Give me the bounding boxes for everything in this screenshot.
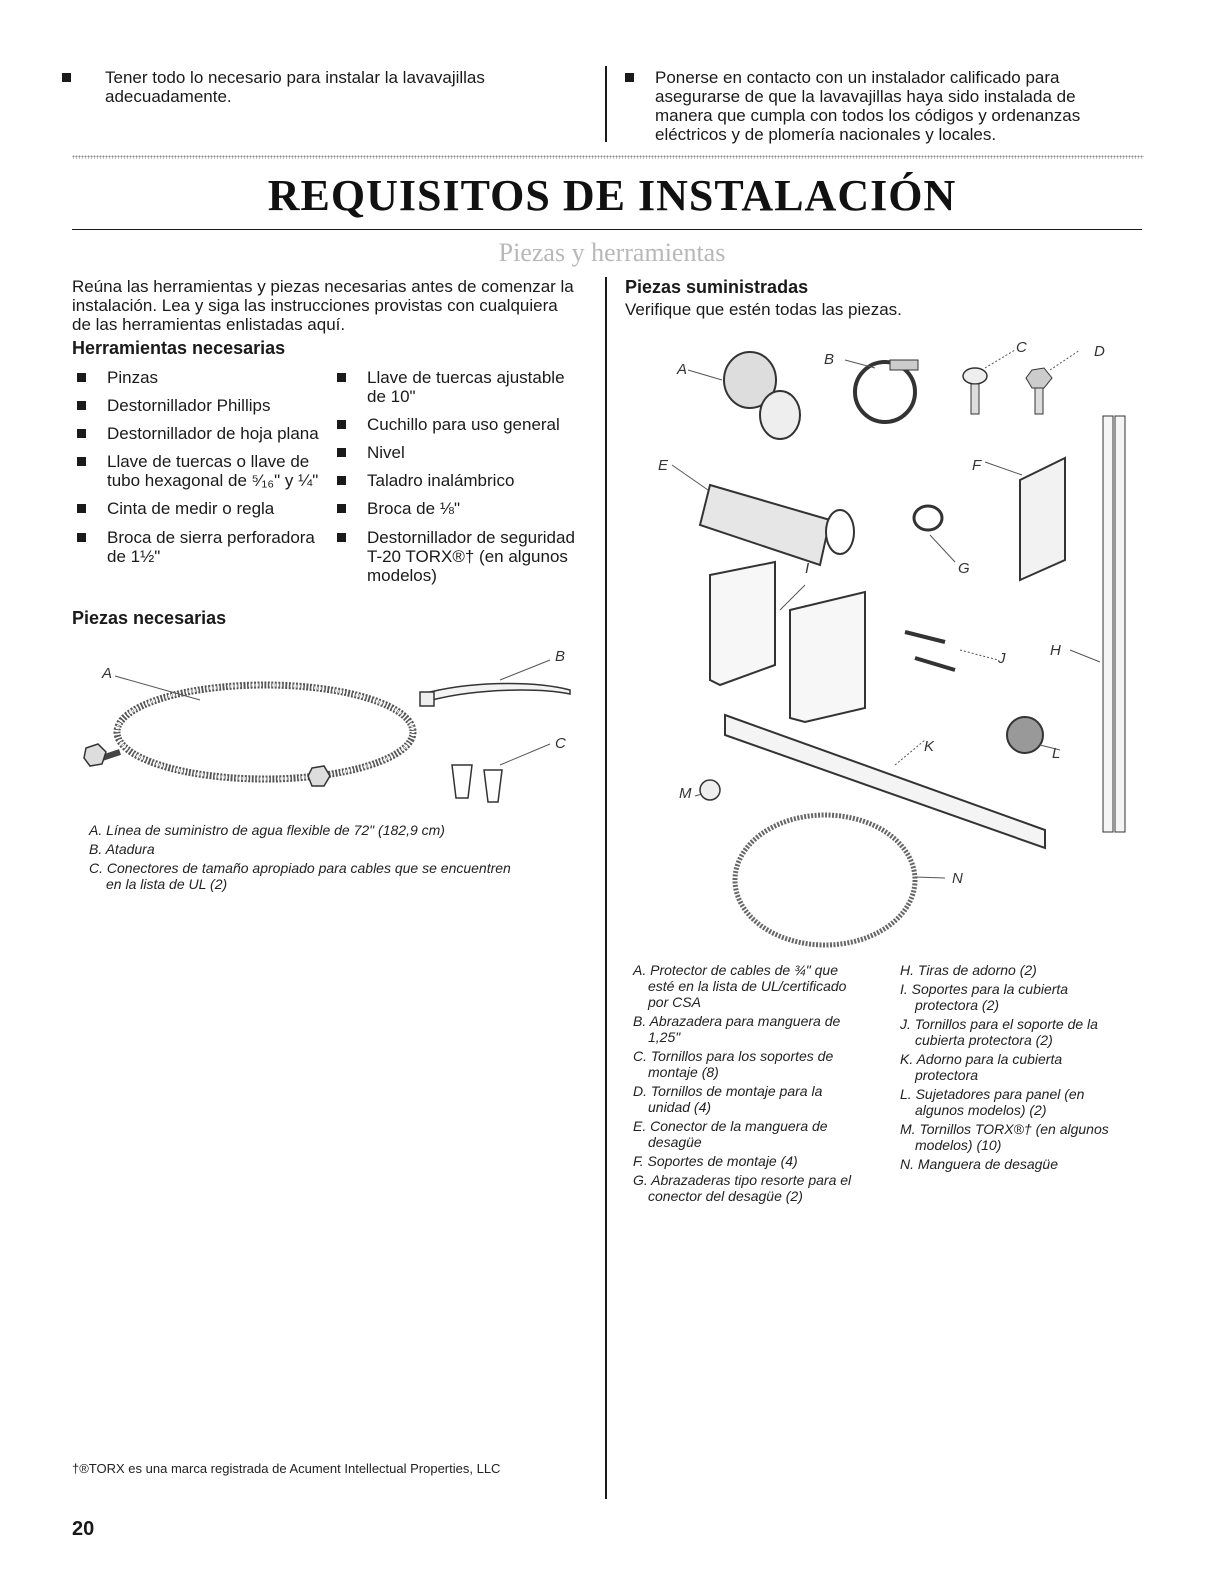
leader-line-c <box>500 744 550 765</box>
supplied-captions-col2: H. Tiras de adorno (2) I. Soportes para la cubierta protectora (2) J. Tornillos para el soporte de la cubierta protectora (2) K. Adorno para la cubierta protectora L. Sujetadores para panel (en algunos modelos) (2) M. Tornillos TORX®† (en algunos modelos) (10) N. Manguera de desagüe <box>900 962 1109 1172</box>
label-M: M <box>679 785 692 802</box>
title-underline <box>72 229 1142 230</box>
leader-line-a <box>688 370 722 380</box>
leader-line-j <box>960 650 998 660</box>
wire-connector-2 <box>484 770 502 802</box>
trim-strip-2 <box>1115 416 1125 832</box>
label-L: L <box>1052 745 1061 762</box>
bullet-marker <box>337 373 346 382</box>
wire-connector-1 <box>452 765 472 798</box>
footnote: †®TORX es una marca registrada de Acument Intellectual Properties, LLC <box>72 1461 501 1476</box>
tool-item: Broca de sierra perforadora de 1½" <box>107 528 315 566</box>
bullet-marker <box>337 448 346 457</box>
shroud-bracket-2 <box>790 592 865 722</box>
leader-line-k <box>895 740 925 765</box>
mounting-screw <box>963 368 987 384</box>
column-divider-main <box>605 277 607 1499</box>
bullet-marker <box>625 73 634 82</box>
tool-item: Cuchillo para uso general <box>367 415 560 434</box>
label-A: A <box>677 361 688 378</box>
tools-heading: Herramientas necesarias <box>72 338 286 358</box>
tool-item: Broca de ⅛" <box>367 499 460 518</box>
hose-nut-right <box>308 766 330 786</box>
bullet-marker <box>77 401 86 410</box>
label-E: E <box>658 457 669 474</box>
shroud-bracket-1 <box>710 562 775 685</box>
bullet-marker <box>77 429 86 438</box>
spring-clamp <box>914 506 942 530</box>
tool-item: Destornillador de seguridad T-20 TORX®† (en algunos modelos) <box>367 528 575 585</box>
tool-item: Destornillador de hoja plana <box>107 424 319 443</box>
drain-hose <box>735 815 915 945</box>
column-divider-top <box>605 66 607 142</box>
leader-line-d <box>1050 350 1080 370</box>
leader-line-e <box>672 465 708 490</box>
tool-item: Destornillador Phillips <box>107 396 271 415</box>
leader-line-b <box>500 660 550 680</box>
leader-line-f <box>985 462 1022 475</box>
tool-item: Llave de tuercas o llave de tubo hexagonal de ⁵⁄₁₆" y ¼" <box>107 452 319 490</box>
top-right-bullet-text: Ponerse en contacto con un instalador calificado para asegurarse de que la lavavajillas haya sido instalada de manera que cumpla con todos los códigos y ordenanzas eléctricos y de plomería nacionales y locales. <box>655 68 1081 144</box>
bullet-marker <box>337 420 346 429</box>
bullet-marker <box>77 457 86 466</box>
label-H: H <box>1050 642 1061 659</box>
label-A: A <box>102 665 113 682</box>
label-D: D <box>1094 343 1105 360</box>
bracket-screw-2 <box>915 658 955 670</box>
label-N: N <box>952 870 963 887</box>
trim-strip-1 <box>1103 416 1113 832</box>
torx-screw <box>700 780 720 800</box>
supplied-captions-col1: A. Protector de cables de ¾" que esté en la lista de UL/certificado por CSA B. Abrazadera para manguera de 1,25" C. Tornillos para los soportes de montaje (8) D. Tornillos de montaje para la unidad (4) E. Conector de la manguera de desagüe F. Soportes de montaje (4) G. Abrazaderas tipo resorte para el conector del desagüe (2) <box>633 962 852 1204</box>
label-K: K <box>924 738 935 755</box>
cable-tie-head <box>420 692 434 706</box>
page-title: REQUISITOS DE INSTALACIÓN <box>267 171 957 220</box>
label-B: B <box>555 648 566 665</box>
supplied-parts-illustration <box>640 340 1140 960</box>
unit-screw <box>1026 368 1052 388</box>
bullet-marker <box>337 504 346 513</box>
drain-connector <box>700 485 830 565</box>
label-J: J <box>998 650 1006 667</box>
parts-captions: A. Línea de suministro de agua flexible de 72" (182,9 cm) B. Atadura C. Conectores de tamaño apropiado para cables que se encuentren en la lista de UL (2) <box>89 822 511 892</box>
bullet-marker <box>77 373 86 382</box>
coiled-supply-hose <box>117 685 413 779</box>
label-C: C <box>555 735 566 752</box>
mounting-bracket <box>1020 458 1065 580</box>
label-I: I <box>805 560 810 577</box>
water-line-illustration <box>80 640 600 820</box>
bracket-screw-1 <box>905 632 945 642</box>
leader-line-c <box>985 350 1015 368</box>
drain-connector-end <box>826 510 854 554</box>
tools-intro: Reúna las herramientas y piezas necesarias antes de comenzar la instalación. Lea y siga las instrucciones provistas con cualquiera de las herramientas enlistadas aquí. <box>72 277 574 334</box>
label-F: F <box>972 457 982 474</box>
tool-item: Taladro inalámbrico <box>367 471 515 490</box>
hose-clamp <box>855 362 915 422</box>
panel-fastener <box>1007 717 1043 753</box>
bullet-marker <box>337 476 346 485</box>
leader-line-g <box>930 535 955 562</box>
unit-screw-shank <box>1035 388 1043 414</box>
section-subtitle: Piezas y herramientas <box>498 238 726 267</box>
bullet-marker <box>77 504 86 513</box>
bullet-marker <box>77 533 86 542</box>
tool-item: Pinzas <box>107 368 159 387</box>
tool-item: Cinta de medir o regla <box>107 499 275 518</box>
bullet-marker <box>62 73 71 82</box>
leader-line-h <box>1070 650 1100 662</box>
page-number: 20 <box>72 1518 95 1540</box>
cable-protector-nut <box>760 391 800 439</box>
bullet-marker <box>337 533 346 542</box>
supplied-parts-heading: Piezas suministradas <box>625 277 809 297</box>
parts-heading: Piezas necesarias <box>72 608 227 628</box>
leader-line-i <box>780 585 805 610</box>
mounting-screw-shank <box>971 384 979 414</box>
tool-item: Nivel <box>367 443 405 462</box>
label-B: B <box>824 351 835 368</box>
hose-clamp-screw <box>890 360 918 370</box>
hose-nut-left <box>84 744 106 766</box>
label-C: C <box>1016 339 1027 356</box>
top-left-bullet-text: Tener todo lo necesario para instalar la lavavajillas adecuadamente. <box>105 68 485 106</box>
supplied-parts-intro: Verifique que estén todas las piezas. <box>625 300 902 319</box>
leader-line-n <box>915 877 945 878</box>
cable-tie <box>430 684 570 701</box>
tool-item: Llave de tuercas ajustable de 10" <box>367 368 565 406</box>
label-G: G <box>958 560 970 577</box>
dotted-separator <box>72 155 1144 159</box>
